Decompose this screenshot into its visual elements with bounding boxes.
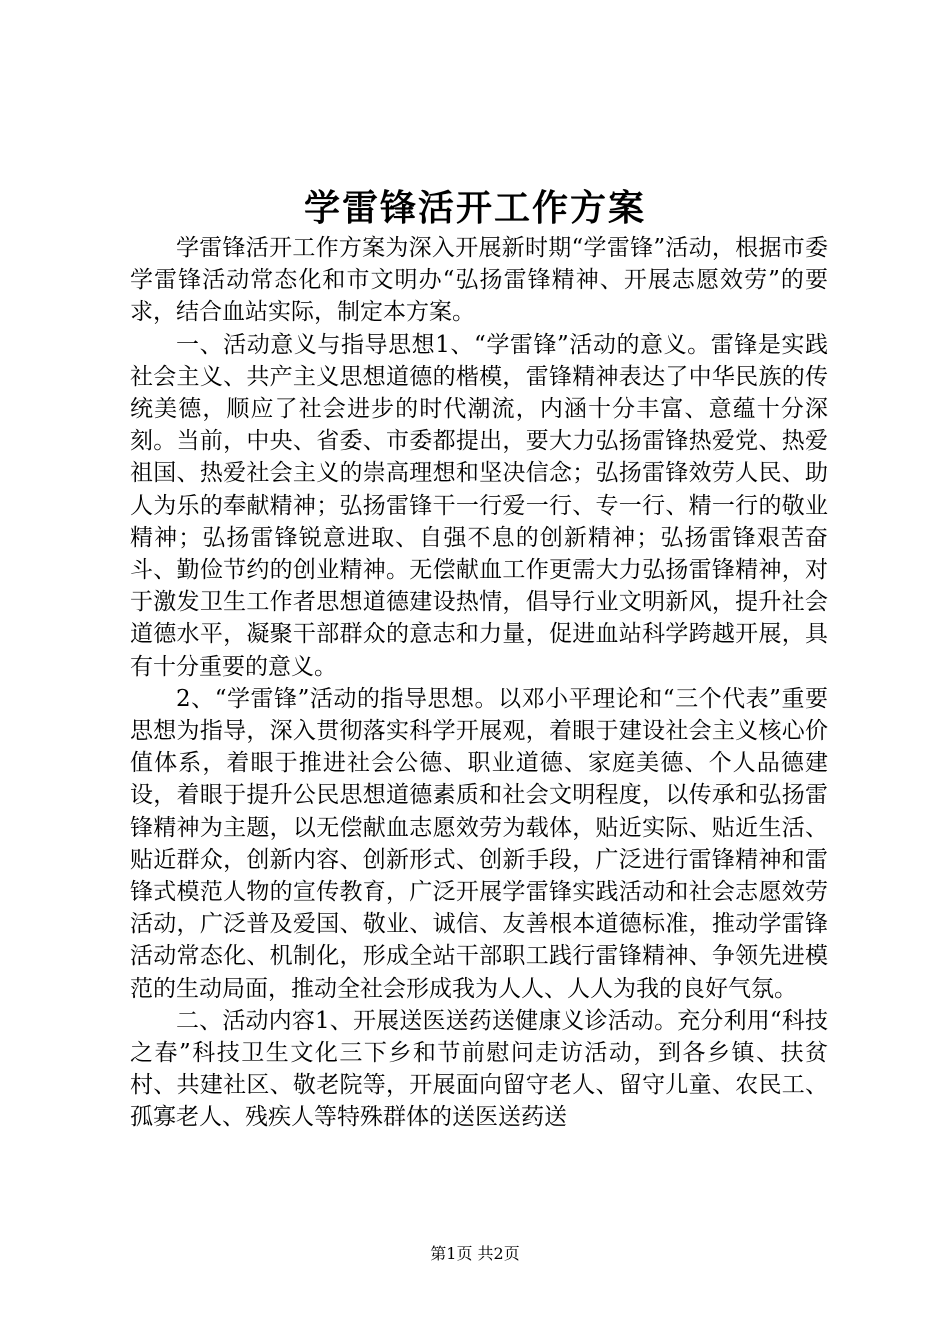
paragraph-section-2: 二、活动内容1、开展送医送药送健康义诊活动。充分利用“科技之春”科技卫生文化三下乡和节前慰问走访活动，到各乡镇、扶贫村、共建社区、敬老院等，开展面向留守老人、留守儿童、农民工、孤寡老人、残疾人等特殊群体的送医送药送 bbox=[130, 1007, 828, 1131]
paragraph-section-1: 一、活动意义与指导思想1、“学雷锋”活动的意义。雷锋是实践社会主义、共产主义思想道德的楷模，雷锋精神表达了中华民族的传统美德，顺应了社会进步的时代潮流，内涵十分丰富、意蕴十分深刻。当前，中央、省委、市委都提出，要大力弘扬雷锋热爱党、热爱祖国、热爱社会主义的崇高理想和坚决信念；弘扬雷锋效劳人民、助人为乐的奉献精神；弘扬雷锋干一行爱一行、专一行、精一行的敬业精神；弘扬雷锋锐意进取、自强不息的创新精神；弘扬雷锋艰苦奋斗、勤俭节约的创业精神。无偿献血工作更需大力弘扬雷锋精神，对于激发卫生工作者思想道德建设热情，倡导行业文明新风，提升社会道德水平，凝聚干部群众的意志和力量，促进血站科学跨越开展，具有十分重要的意义。 bbox=[130, 331, 828, 680]
page-title: 学雷锋活开工作方案 bbox=[303, 187, 646, 229]
document-body bbox=[130, 232, 828, 1134]
paragraph-intro: 学雷锋活开工作方案为深入开展新时期“学雷锋”活动，根据市委学雷锋活动常态化和市文明办“弘扬雷锋精神、开展志愿效劳”的要求，结合血站实际，制定本方案。 bbox=[130, 235, 828, 326]
paragraph-section-1-2: 2、“学雷锋”活动的指导思想。以邓小平理论和“三个代表”重要思想为指导，深入贯彻落实科学开展观，着眼于建设社会主义核心价值体系，着眼于推进社会公德、职业道德、家庭美德、个人品德建设，着眼于提升公民思想道德素质和社会文明程度，以传承和弘扬雷锋精神为主题，以无偿献血志愿效劳为载体，贴近实际、贴近生活、贴近群众，创新内容、创新形式、创新手段，广泛进行雷锋精神和雷锋式模范人物的宣传教育，广泛开展学雷锋实践活动和社会志愿效劳活动，广泛普及爱国、敬业、诚信、友善根本道德标准，推动学雷锋活动常态化、机制化，形成全站干部职工践行雷锋精神、争领先进模范的生动局面，推动全社会形成我为人人、人人为我的良好气氛。 bbox=[130, 685, 828, 1002]
page-footer: 第1页 共2页 bbox=[430, 1244, 520, 1263]
